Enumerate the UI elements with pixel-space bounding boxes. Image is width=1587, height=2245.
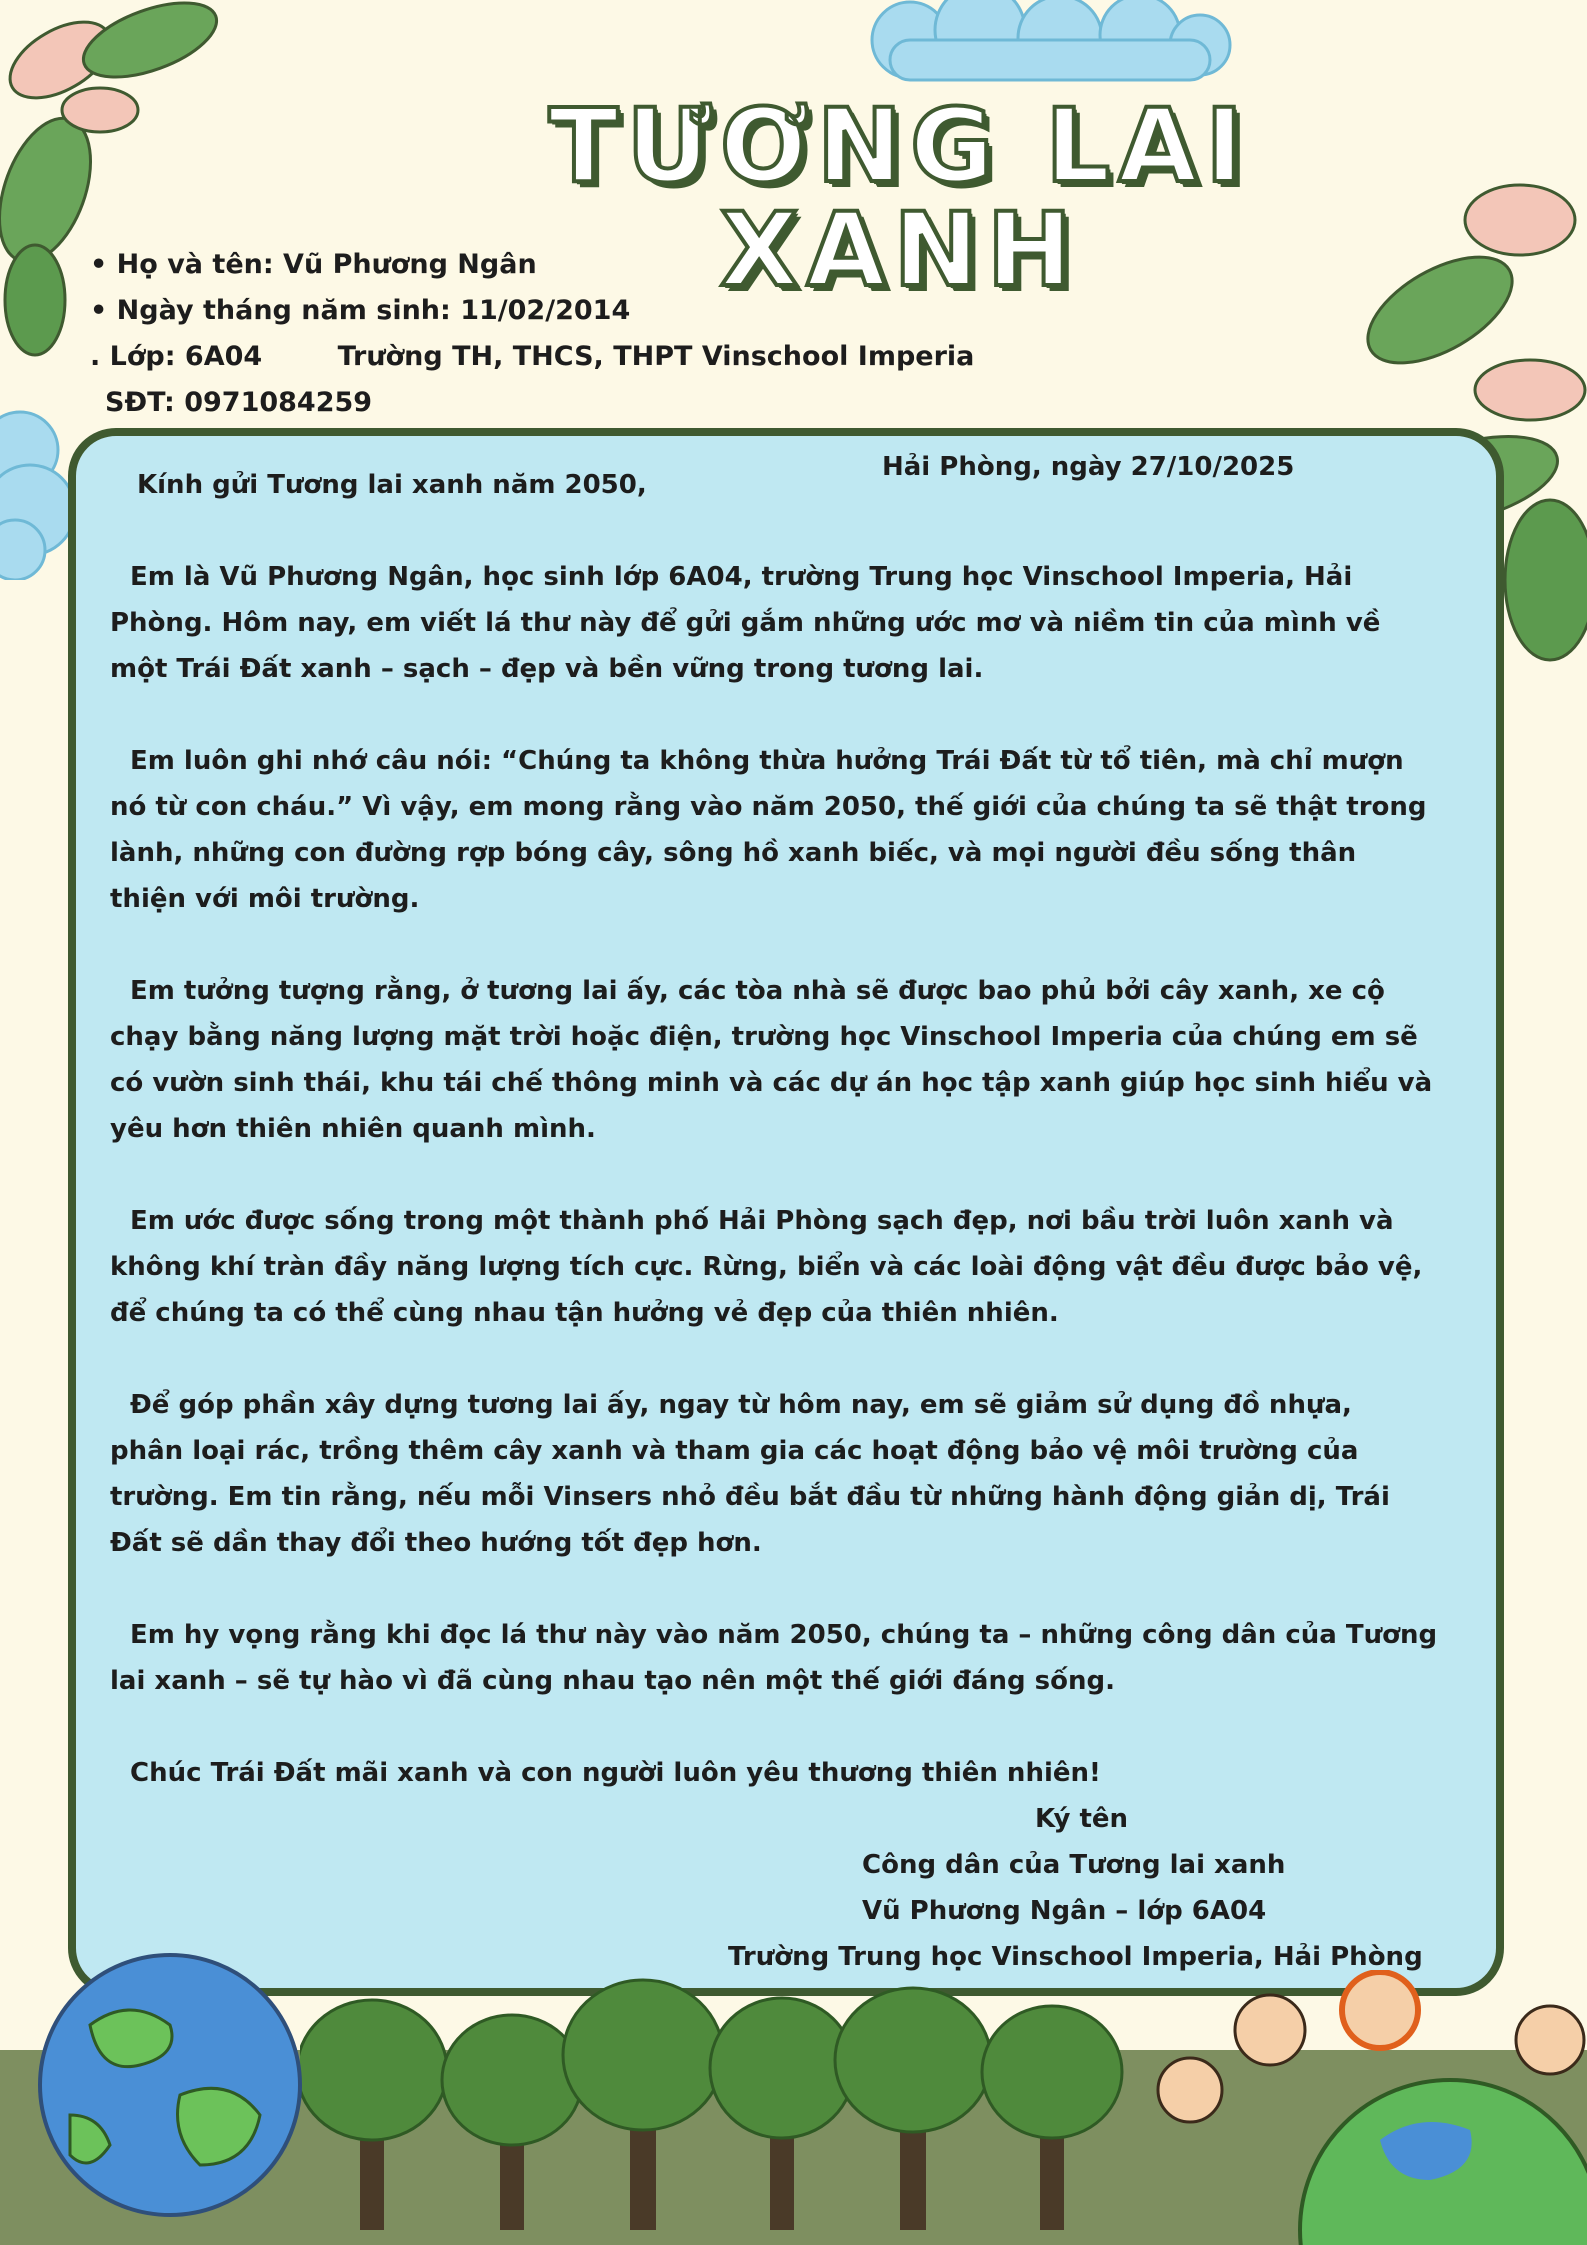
paragraph-line: có vườn sinh thái, khu tái chế thông minh và các dự án học tập xanh giúp học sinh hiểu và xyxy=(110,1068,1433,1098)
letter-closing: Chúc Trái Đất mãi xanh và con người luôn yêu thương thiên nhiên! xyxy=(130,1758,1101,1788)
student-info xyxy=(90,242,974,426)
letter-paragraph xyxy=(110,738,1480,922)
letter-paragraph xyxy=(110,968,1480,1152)
paragraph-line: Em hy vọng rằng khi đọc lá thư này vào năm 2050, chúng ta – những công dân của Tương xyxy=(130,1620,1438,1650)
student-dob: • Ngày tháng năm sinh: 11/02/2014 xyxy=(90,295,631,326)
paragraph-line: Em ước được sống trong một thành phố Hải Phòng sạch đẹp, nơi bầu trời luôn xanh và xyxy=(130,1206,1394,1236)
earth-globe-icon xyxy=(30,1945,310,2225)
signature-label: Ký tên xyxy=(1035,1804,1129,1834)
signature-name: Vũ Phương Ngân – lớp 6A04 xyxy=(862,1896,1267,1926)
signature-title: Công dân của Tương lai xanh xyxy=(862,1850,1286,1880)
student-class-row xyxy=(90,334,974,380)
student-school: Trường TH, THCS, THPT Vinschool Imperia xyxy=(337,341,975,372)
paragraph-line: Em tưởng tượng rằng, ở tương lai ấy, các tòa nhà sẽ được bao phủ bởi cây xanh, xe cộ xyxy=(130,976,1385,1006)
student-class: . Lớp: 6A04 xyxy=(90,341,263,372)
paragraph-line: Em luôn ghi nhớ câu nói: “Chúng ta không thừa hưởng Trái Đất từ tổ tiên, mà chỉ mượn xyxy=(130,746,1404,776)
title-line-2: XANH xyxy=(719,191,1081,310)
paragraph-line: chạy bằng năng lượng mặt trời hoặc điện, trường học Vinschool Imperia của chúng em sẽ xyxy=(110,1022,1418,1052)
signature-school: Trường Trung học Vinschool Imperia, Hải Phòng xyxy=(728,1942,1423,1972)
cloud-icon xyxy=(850,0,1250,95)
paragraph-line: một Trái Đất xanh – sạch – đẹp và bền vững trong tương lai. xyxy=(110,654,984,684)
paragraph-line: nó từ con cháu.” Vì vậy, em mong rằng vào năm 2050, thế giới của chúng ta sẽ thật trong xyxy=(110,792,1427,822)
paragraph-line: Đất sẽ dần thay đổi theo hướng tốt đẹp hơn. xyxy=(110,1528,762,1558)
paragraph-line: Em là Vũ Phương Ngân, học sinh lớp 6A04, trường Trung học Vinschool Imperia, Hải xyxy=(130,562,1353,592)
paragraph-line: Phòng. Hôm nay, em viết lá thư này để gửi gắm những ước mơ và niềm tin của mình về xyxy=(110,608,1381,638)
paragraph-line: trường. Em tin rằng, nếu mỗi Vinsers nhỏ đều bắt đầu từ những hành động giản dị, Trái xyxy=(110,1482,1390,1512)
letter-paragraph xyxy=(110,1198,1480,1336)
paragraph-line: để chúng ta có thể cùng nhau tận hưởng vẻ đẹp của thiên nhiên. xyxy=(110,1298,1059,1328)
children-icon xyxy=(1150,1970,1587,2245)
paragraph-line: yêu hơn thiên nhiên quanh mình. xyxy=(110,1114,596,1144)
paragraph-line: Để góp phần xây dựng tương lai ấy, ngay từ hôm nay, em sẽ giảm sử dụng đồ nhựa, xyxy=(130,1390,1352,1420)
paragraph-line: phân loại rác, trồng thêm cây xanh và tham gia các hoạt động bảo vệ môi trường của xyxy=(110,1436,1359,1466)
tree-icon xyxy=(300,1960,1200,2245)
student-name: • Họ và tên: Vũ Phương Ngân xyxy=(90,249,537,280)
letter-paragraph xyxy=(110,1382,1480,1566)
letter-paragraph xyxy=(110,554,1480,692)
student-phone: SĐT: 0971084259 xyxy=(105,387,373,418)
letter-paragraph xyxy=(110,1612,1480,1704)
paragraph-line: không khí tràn đầy năng lượng tích cực. Rừng, biển và các loài động vật đều được bảo vệ, xyxy=(110,1252,1423,1282)
paragraph-line: lành, những con đường rợp bóng cây, sông hồ xanh biếc, và mọi người đều sống thân xyxy=(110,838,1357,868)
paragraph-line: lai xanh – sẽ tự hào vì đã cùng nhau tạo nên một thế giới đáng sống. xyxy=(110,1666,1115,1696)
paragraph-line: thiện với môi trường. xyxy=(110,884,420,914)
letter-date: Hải Phòng, ngày 27/10/2025 xyxy=(882,452,1295,482)
title-line-1: TƯƠNG LAI xyxy=(548,87,1252,206)
letter-greeting: Kính gửi Tương lai xanh năm 2050, xyxy=(137,470,647,500)
